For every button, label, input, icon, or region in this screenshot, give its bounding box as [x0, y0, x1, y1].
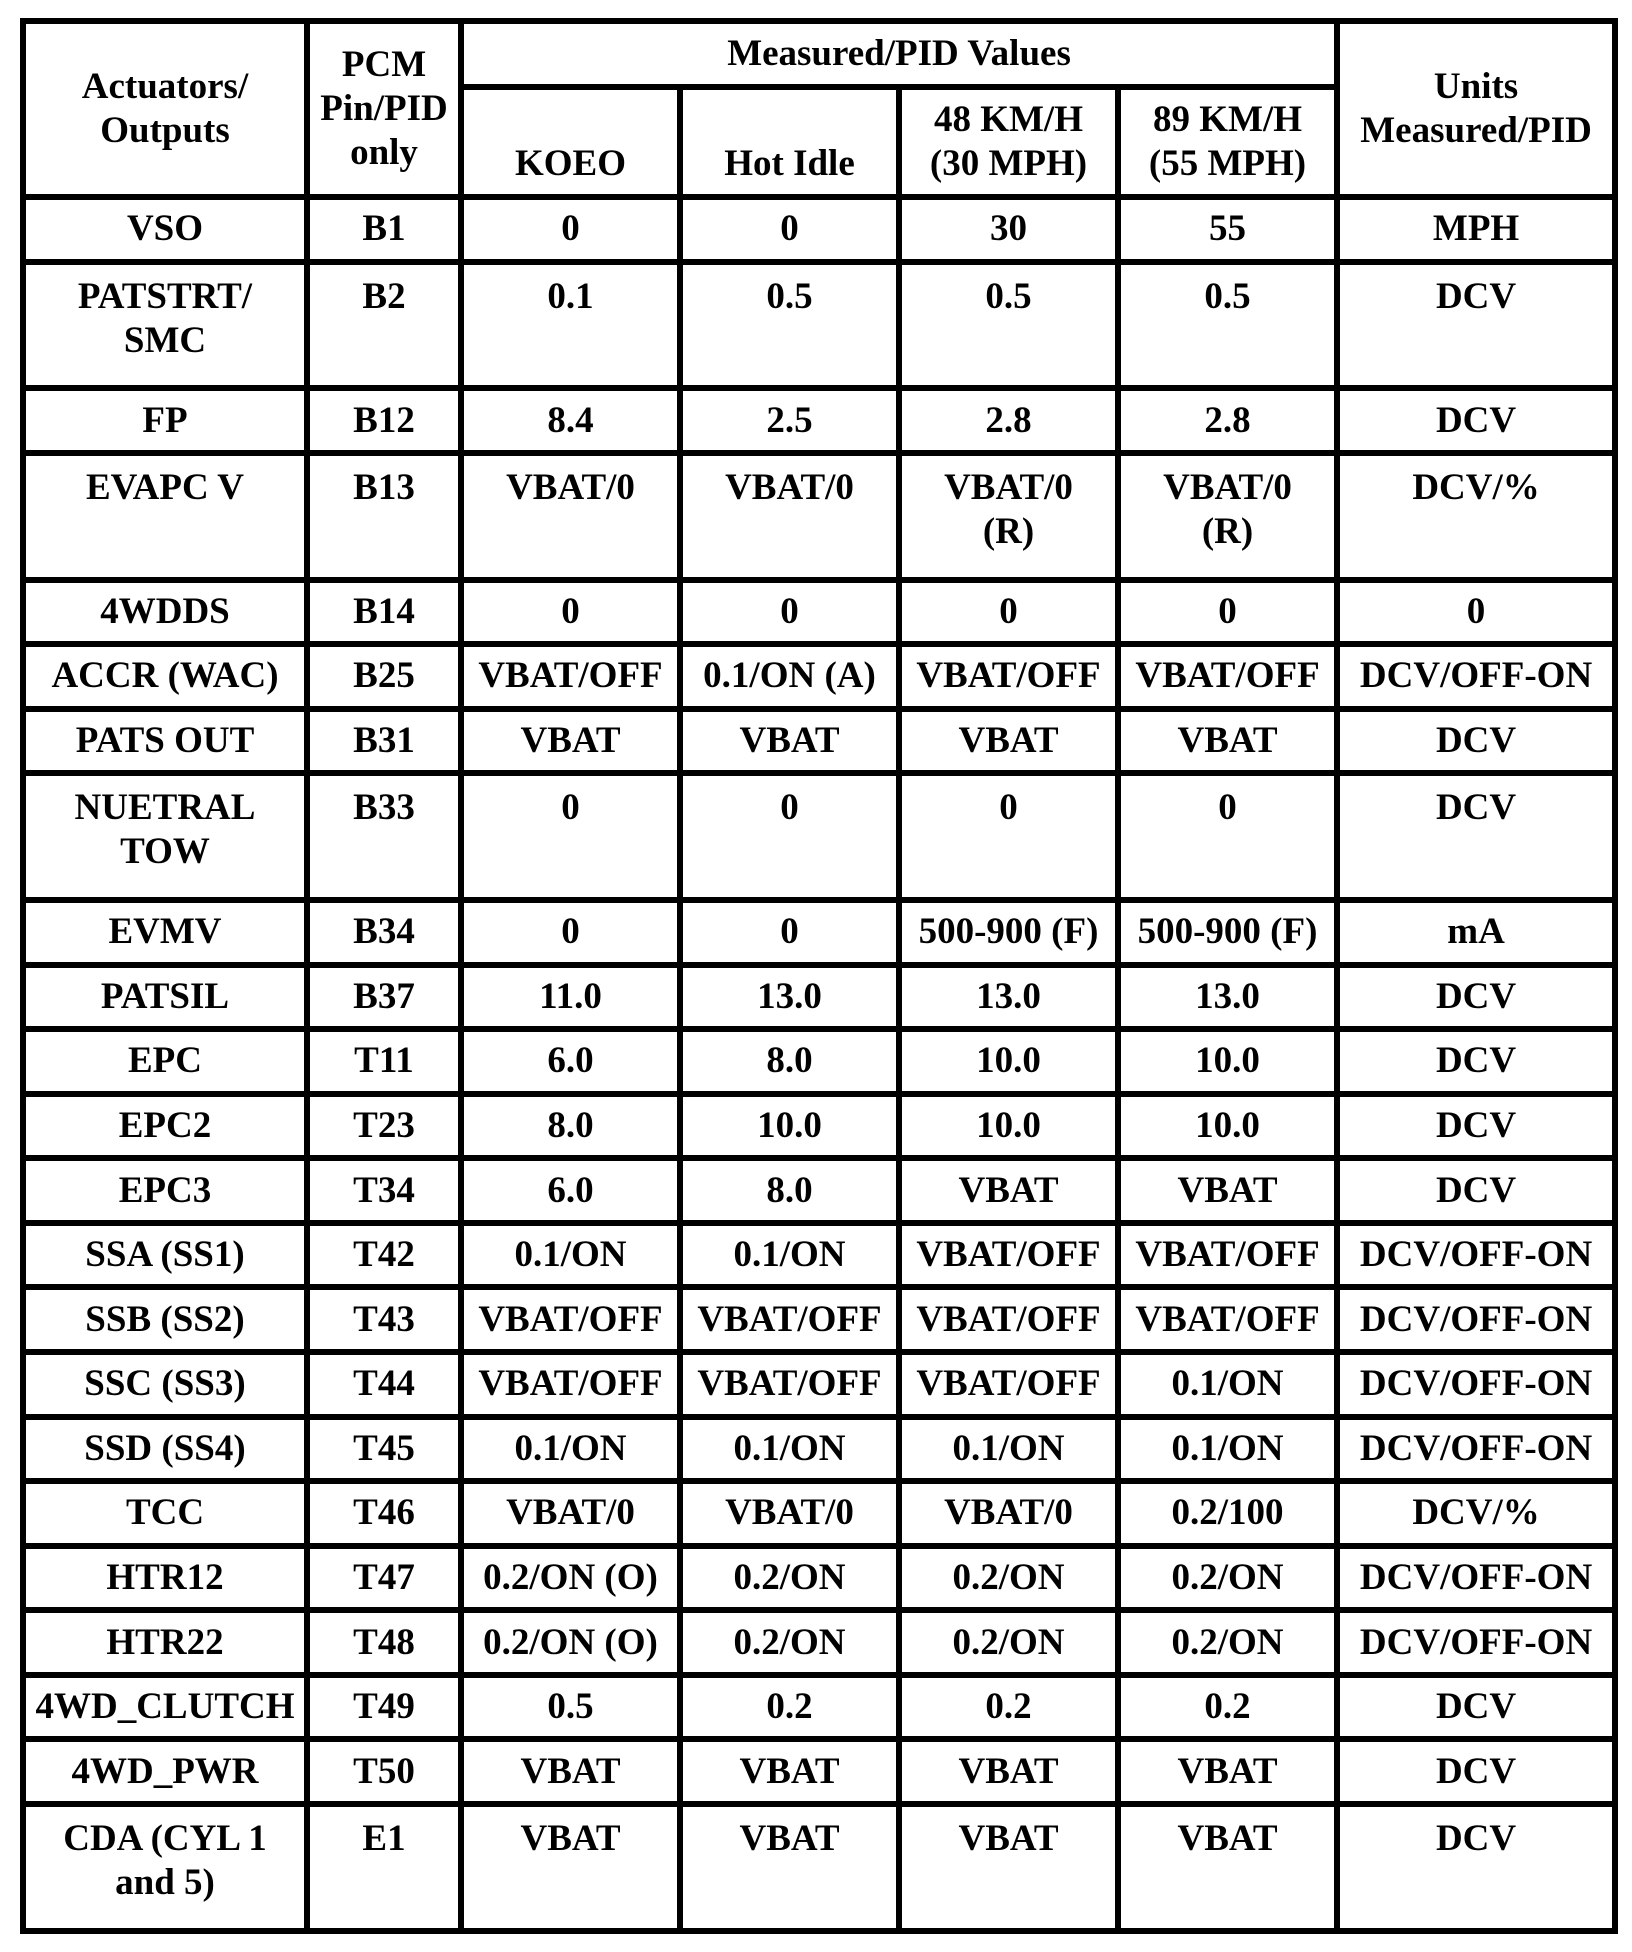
units-cell: 0 — [1337, 580, 1615, 645]
hot-idle-value-cell: 0.5 — [680, 262, 899, 389]
speed-89kmh-value-cell: 13.0 — [1118, 965, 1337, 1030]
pcm-pin-cell: T34 — [307, 1158, 461, 1223]
pcm-pin-cell: T44 — [307, 1352, 461, 1417]
pcm-pin-cell: T43 — [307, 1287, 461, 1352]
units-cell: DCV/OFF-ON — [1337, 1610, 1615, 1675]
speed-89kmh-value-cell: 0.2/ON — [1118, 1546, 1337, 1611]
actuator-name-cell: EVAPC V — [23, 453, 307, 580]
header-89kmh: 89 KM/H (55 MPH) — [1118, 87, 1337, 197]
speed-48kmh-value-cell: 10.0 — [899, 1094, 1118, 1159]
pcm-pin-cell: T49 — [307, 1675, 461, 1740]
units-cell: DCV/OFF-ON — [1337, 644, 1615, 709]
speed-48kmh-value-cell: VBAT/OFF — [899, 1287, 1118, 1352]
units-cell: DCV — [1337, 388, 1615, 453]
speed-89kmh-value-cell: VBAT — [1118, 709, 1337, 774]
header-koeo: KOEO — [461, 87, 680, 197]
table-row — [23, 388, 1615, 453]
speed-89kmh-value-cell: 2.8 — [1118, 388, 1337, 453]
speed-89kmh-value-cell: VBAT — [1118, 1804, 1337, 1931]
actuator-name-cell: PATSIL — [23, 965, 307, 1030]
actuator-name-cell: FP — [23, 388, 307, 453]
actuator-name-cell: PATSTRT/ SMC — [23, 262, 307, 389]
koeo-value-cell: 0 — [461, 900, 680, 965]
speed-89kmh-value-cell: VBAT/OFF — [1118, 1287, 1337, 1352]
speed-89kmh-value-cell: 10.0 — [1118, 1094, 1337, 1159]
speed-48kmh-value-cell: VBAT — [899, 709, 1118, 774]
koeo-value-cell: 0.1 — [461, 262, 680, 389]
actuator-name-cell: EPC — [23, 1029, 307, 1094]
table-row — [23, 1029, 1615, 1094]
table-row — [23, 1352, 1615, 1417]
koeo-value-cell: 0 — [461, 197, 680, 262]
koeo-value-cell: VBAT — [461, 709, 680, 774]
pcm-pin-cell: B13 — [307, 453, 461, 580]
speed-48kmh-value-cell: 30 — [899, 197, 1118, 262]
hot-idle-value-cell: 13.0 — [680, 965, 899, 1030]
actuator-name-cell: CDA (CYL 1 and 5) — [23, 1804, 307, 1931]
speed-89kmh-value-cell: VBAT — [1118, 1158, 1337, 1223]
units-cell: DCV — [1337, 1739, 1615, 1804]
speed-89kmh-value-cell: VBAT/OFF — [1118, 1223, 1337, 1288]
actuator-name-cell: 4WD_PWR — [23, 1739, 307, 1804]
hot-idle-value-cell: 0.2 — [680, 1675, 899, 1740]
units-cell: DCV — [1337, 1094, 1615, 1159]
actuator-name-cell: SSB (SS2) — [23, 1287, 307, 1352]
speed-48kmh-value-cell: 0.2 — [899, 1675, 1118, 1740]
pcm-pin-cell: B31 — [307, 709, 461, 774]
header-48kmh: 48 KM/H (30 MPH) — [899, 87, 1118, 197]
table-row — [23, 580, 1615, 645]
speed-48kmh-value-cell: 0.1/ON — [899, 1417, 1118, 1482]
units-cell: DCV/OFF-ON — [1337, 1223, 1615, 1288]
pcm-pin-cell: B33 — [307, 773, 461, 900]
koeo-value-cell: 0 — [461, 580, 680, 645]
hot-idle-value-cell: VBAT — [680, 1739, 899, 1804]
table-row — [23, 1481, 1615, 1546]
actuator-name-cell: HTR12 — [23, 1546, 307, 1611]
units-cell: DCV/OFF-ON — [1337, 1352, 1615, 1417]
hot-idle-value-cell: VBAT/0 — [680, 453, 899, 580]
koeo-value-cell: 0.2/ON (O) — [461, 1610, 680, 1675]
actuator-name-cell: SSA (SS1) — [23, 1223, 307, 1288]
koeo-value-cell: 0 — [461, 773, 680, 900]
hot-idle-value-cell: 8.0 — [680, 1158, 899, 1223]
speed-48kmh-value-cell: 13.0 — [899, 965, 1118, 1030]
pcm-pin-cell: B1 — [307, 197, 461, 262]
table-row — [23, 709, 1615, 774]
table-row — [23, 1094, 1615, 1159]
speed-89kmh-value-cell: 10.0 — [1118, 1029, 1337, 1094]
speed-48kmh-value-cell: VBAT — [899, 1158, 1118, 1223]
pcm-pin-cell: B2 — [307, 262, 461, 389]
hot-idle-value-cell: 2.5 — [680, 388, 899, 453]
hot-idle-value-cell: 0 — [680, 900, 899, 965]
actuator-name-cell: VSO — [23, 197, 307, 262]
koeo-value-cell: VBAT/OFF — [461, 1287, 680, 1352]
speed-48kmh-value-cell: VBAT/OFF — [899, 644, 1118, 709]
units-cell: DCV/% — [1337, 453, 1615, 580]
header-hot-idle: Hot Idle — [680, 87, 899, 197]
table-row — [23, 644, 1615, 709]
units-cell: DCV/OFF-ON — [1337, 1287, 1615, 1352]
actuator-name-cell: 4WDDS — [23, 580, 307, 645]
units-cell: DCV — [1337, 1158, 1615, 1223]
header-measured-group: Measured/PID Values — [461, 21, 1337, 87]
speed-48kmh-value-cell: 500-900 (F) — [899, 900, 1118, 965]
koeo-value-cell: 8.0 — [461, 1094, 680, 1159]
koeo-value-cell: VBAT/0 — [461, 453, 680, 580]
units-cell: mA — [1337, 900, 1615, 965]
table-row — [23, 965, 1615, 1030]
pcm-pin-cell: B25 — [307, 644, 461, 709]
hot-idle-value-cell: 0.2/ON — [680, 1610, 899, 1675]
pcm-pin-cell: T46 — [307, 1481, 461, 1546]
speed-89kmh-value-cell: 500-900 (F) — [1118, 900, 1337, 965]
hot-idle-value-cell: 0.1/ON (A) — [680, 644, 899, 709]
pcm-pin-cell: B14 — [307, 580, 461, 645]
pcm-pin-cell: T50 — [307, 1739, 461, 1804]
table-row — [23, 1804, 1615, 1931]
header-units: Units Measured/PID — [1337, 21, 1615, 197]
speed-48kmh-value-cell: 0.5 — [899, 262, 1118, 389]
speed-48kmh-value-cell: VBAT/0 — [899, 1481, 1118, 1546]
hot-idle-value-cell: VBAT — [680, 1804, 899, 1931]
hot-idle-value-cell: VBAT — [680, 709, 899, 774]
actuator-name-cell: EVMV — [23, 900, 307, 965]
speed-89kmh-value-cell: 0 — [1118, 580, 1337, 645]
pcm-pin-cell: B37 — [307, 965, 461, 1030]
speed-89kmh-value-cell: VBAT — [1118, 1739, 1337, 1804]
koeo-value-cell: 0.1/ON — [461, 1417, 680, 1482]
units-cell: DCV — [1337, 709, 1615, 774]
pcm-pin-cell: T48 — [307, 1610, 461, 1675]
units-cell: DCV — [1337, 965, 1615, 1030]
koeo-value-cell: 0.1/ON — [461, 1223, 680, 1288]
table-row — [23, 1223, 1615, 1288]
hot-idle-value-cell: 0 — [680, 197, 899, 262]
units-cell: MPH — [1337, 197, 1615, 262]
pcm-pin-cell: T45 — [307, 1417, 461, 1482]
speed-89kmh-value-cell: 55 — [1118, 197, 1337, 262]
hot-idle-value-cell: 0.1/ON — [680, 1417, 899, 1482]
actuator-name-cell: HTR22 — [23, 1610, 307, 1675]
speed-48kmh-value-cell: 0 — [899, 773, 1118, 900]
speed-48kmh-value-cell: 10.0 — [899, 1029, 1118, 1094]
actuator-name-cell: NUETRAL TOW — [23, 773, 307, 900]
actuator-values-table — [20, 18, 1618, 1934]
actuator-name-cell: PATS OUT — [23, 709, 307, 774]
speed-48kmh-value-cell: VBAT/0 (R) — [899, 453, 1118, 580]
speed-48kmh-value-cell: 0.2/ON — [899, 1610, 1118, 1675]
speed-48kmh-value-cell: 0 — [899, 580, 1118, 645]
pcm-pin-cell: B34 — [307, 900, 461, 965]
speed-48kmh-value-cell: VBAT/OFF — [899, 1223, 1118, 1288]
actuator-name-cell: TCC — [23, 1481, 307, 1546]
pcm-pin-cell: T47 — [307, 1546, 461, 1611]
pcm-pin-cell: T42 — [307, 1223, 461, 1288]
actuator-name-cell: 4WD_CLUTCH — [23, 1675, 307, 1740]
table-row — [23, 1675, 1615, 1740]
koeo-value-cell: 8.4 — [461, 388, 680, 453]
table-row — [23, 1739, 1615, 1804]
hot-idle-value-cell: 0 — [680, 773, 899, 900]
units-cell: DCV — [1337, 773, 1615, 900]
header-pcm-pin: PCM Pin/PID only — [307, 21, 461, 197]
koeo-value-cell: 6.0 — [461, 1029, 680, 1094]
table-row — [23, 773, 1615, 900]
actuator-name-cell: EPC3 — [23, 1158, 307, 1223]
hot-idle-value-cell: 0.2/ON — [680, 1546, 899, 1611]
table-row — [23, 1417, 1615, 1482]
speed-89kmh-value-cell: VBAT/OFF — [1118, 644, 1337, 709]
speed-89kmh-value-cell: 0.2 — [1118, 1675, 1337, 1740]
table-row — [23, 453, 1615, 580]
koeo-value-cell: VBAT/OFF — [461, 644, 680, 709]
speed-48kmh-value-cell: VBAT — [899, 1739, 1118, 1804]
units-cell: DCV/% — [1337, 1481, 1615, 1546]
speed-89kmh-value-cell: VBAT/0 (R) — [1118, 453, 1337, 580]
hot-idle-value-cell: VBAT/OFF — [680, 1287, 899, 1352]
speed-89kmh-value-cell: 0.1/ON — [1118, 1417, 1337, 1482]
table-row — [23, 900, 1615, 965]
speed-48kmh-value-cell: 2.8 — [899, 388, 1118, 453]
table-row — [23, 1287, 1615, 1352]
koeo-value-cell: 0.2/ON (O) — [461, 1546, 680, 1611]
hot-idle-value-cell: VBAT/OFF — [680, 1352, 899, 1417]
table-body — [23, 197, 1615, 1931]
actuator-name-cell: SSC (SS3) — [23, 1352, 307, 1417]
koeo-value-cell: VBAT — [461, 1804, 680, 1931]
table-row — [23, 1158, 1615, 1223]
header-actuators: Actuators/ Outputs — [23, 21, 307, 197]
koeo-value-cell: 11.0 — [461, 965, 680, 1030]
units-cell: DCV — [1337, 262, 1615, 389]
table-row — [23, 1610, 1615, 1675]
pcm-pin-cell: B12 — [307, 388, 461, 453]
koeo-value-cell: 0.5 — [461, 1675, 680, 1740]
table-row — [23, 197, 1615, 262]
speed-89kmh-value-cell: 0.2/100 — [1118, 1481, 1337, 1546]
actuator-name-cell: EPC2 — [23, 1094, 307, 1159]
units-cell: DCV/OFF-ON — [1337, 1417, 1615, 1482]
units-cell: DCV — [1337, 1804, 1615, 1931]
table-row — [23, 1546, 1615, 1611]
pcm-pin-cell: T23 — [307, 1094, 461, 1159]
speed-89kmh-value-cell: 0.1/ON — [1118, 1352, 1337, 1417]
speed-48kmh-value-cell: VBAT — [899, 1804, 1118, 1931]
koeo-value-cell: VBAT — [461, 1739, 680, 1804]
koeo-value-cell: VBAT/0 — [461, 1481, 680, 1546]
hot-idle-value-cell: 0 — [680, 580, 899, 645]
speed-89kmh-value-cell: 0.5 — [1118, 262, 1337, 389]
pcm-pin-cell: T11 — [307, 1029, 461, 1094]
actuator-name-cell: ACCR (WAC) — [23, 644, 307, 709]
pcm-pin-cell: E1 — [307, 1804, 461, 1931]
hot-idle-value-cell: 8.0 — [680, 1029, 899, 1094]
units-cell: DCV — [1337, 1029, 1615, 1094]
speed-48kmh-value-cell: 0.2/ON — [899, 1546, 1118, 1611]
hot-idle-value-cell: 10.0 — [680, 1094, 899, 1159]
actuator-name-cell: SSD (SS4) — [23, 1417, 307, 1482]
hot-idle-value-cell: VBAT/0 — [680, 1481, 899, 1546]
speed-89kmh-value-cell: 0 — [1118, 773, 1337, 900]
speed-89kmh-value-cell: 0.2/ON — [1118, 1610, 1337, 1675]
koeo-value-cell: 6.0 — [461, 1158, 680, 1223]
units-cell: DCV/OFF-ON — [1337, 1546, 1615, 1611]
speed-48kmh-value-cell: VBAT/OFF — [899, 1352, 1118, 1417]
koeo-value-cell: VBAT/OFF — [461, 1352, 680, 1417]
table-row — [23, 262, 1615, 389]
hot-idle-value-cell: 0.1/ON — [680, 1223, 899, 1288]
units-cell: DCV — [1337, 1675, 1615, 1740]
